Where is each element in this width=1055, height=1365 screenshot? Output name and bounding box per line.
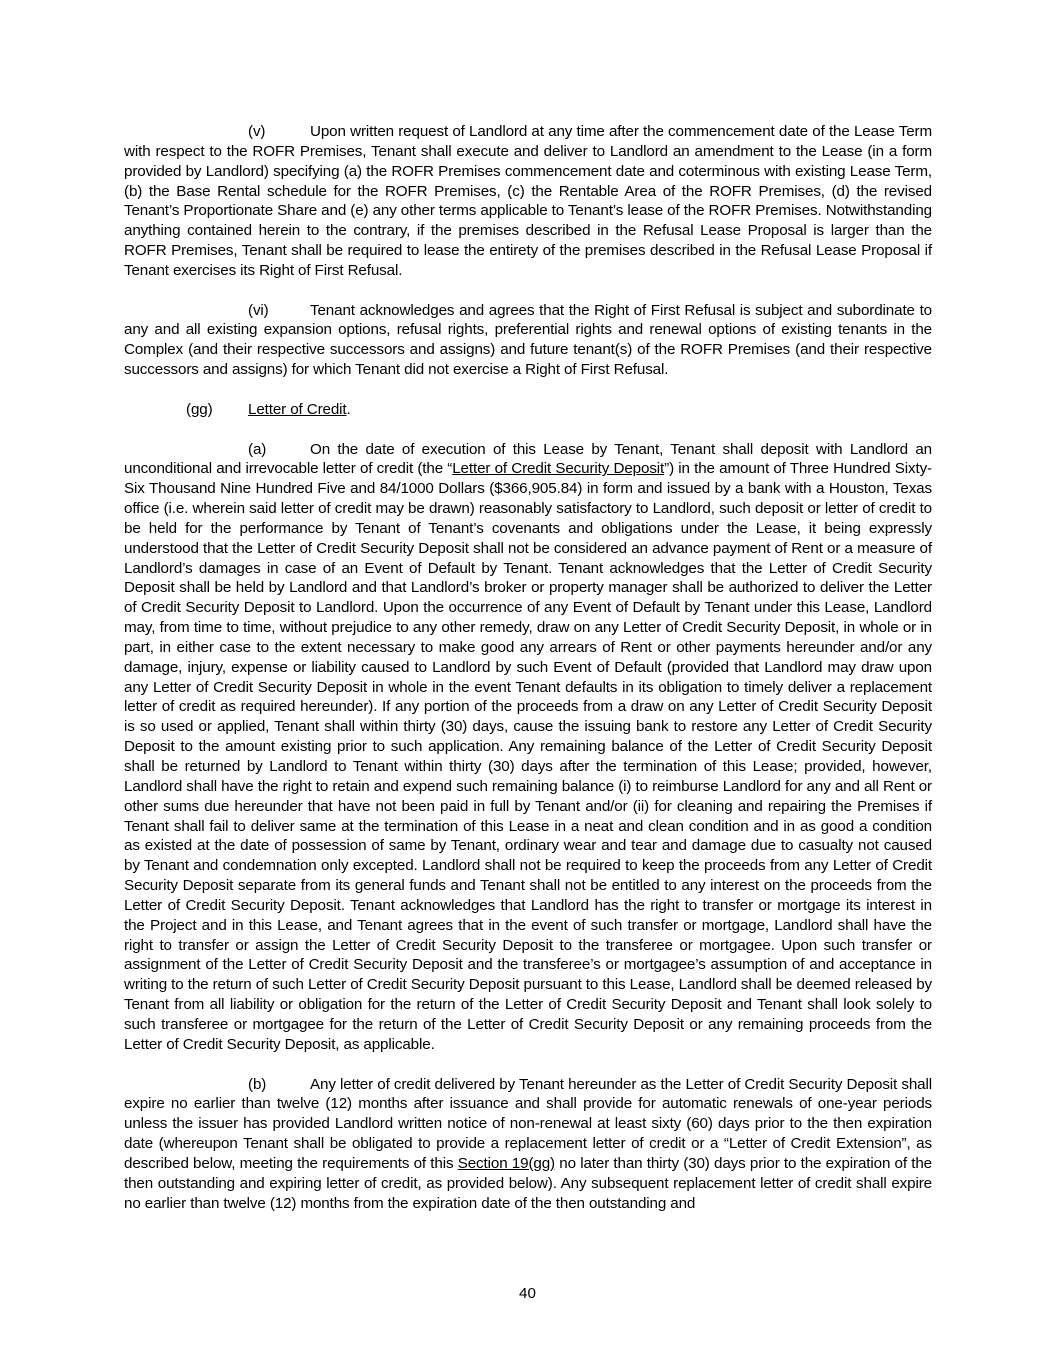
paragraph-text: Any letter of credit delivered by Tenant hereunder as the Letter of Credit Security Deposit shall expire no earlier than twelve (12) months after issuance and shall provide for automatic renewals of one-year periods unless the issuer has provided Landlord written notice of non-renewal at least sixty (60) days prior to the then expiration date (whereupon Tenant shall be obligated to provide a replacement letter of credit or a “Letter of Credit Extension”, as described below, meeting the requirements of this xyxy=(124,1075,932,1172)
paragraph-label: (b) xyxy=(248,1075,267,1093)
section-title-period: . xyxy=(346,400,351,418)
document-page xyxy=(124,122,932,1233)
section-title: Letter of Credit xyxy=(248,400,347,418)
paragraph-vi xyxy=(124,301,932,380)
paragraph-a xyxy=(124,440,932,1055)
paragraph-label: (a) xyxy=(248,440,267,458)
paragraph-label: (v) xyxy=(248,123,266,140)
paragraph-text-continued: no later than thirty (30) days prior to the expiration of the then outstanding and expiring letter of credit, as provided below). Any subsequent replacement letter of credit shall expire no earlier than twelve (12) months from the expiration date of the then outstanding and xyxy=(124,1154,933,1212)
section-reference: Section 19(gg) xyxy=(457,1154,555,1172)
paragraph-text-continued: ”) in the amount of Three Hundred Sixty-Six Thousand Nine Hundred Five and 84/1000 Dollars ($366,905.84) in form and issued by a bank with a Houston, Texas office (i.e. wherein said letter of credit may be drawn) reasonably satisfactory to Landlord, such deposit or letter of credit to be held for the performance by Tenant of Tenant’s covenants and obligations under the Lease, it being expressly understood that the Letter of Credit Security Deposit shall not be considered an advance payment of Rent or a measure of Landlord’s damages in case of an Event of Default by Tenant. Tenant acknowledges that the Letter of Credit Security Deposit shall be held by Landlord and that Landlord’s broker or property manager shall be authorized to deliver the Letter of Credit Security Deposit to Landlord. Upon the occurrence of any Event of Default by Tenant under this Lease, Landlord may, from time to time, without prejudice to any other remedy, draw on any Letter of Credit Security Deposit, in whole or in part, in either case to the extent necessary to make good any arrears of Rent or other payments hereunder and/or any damage, injury, expense or liability caused to Landlord by such Event of Default (provided that Landlord may draw upon any Letter of Credit Security Deposit in whole in the event Tenant defaults in its obligation to timely deliver a replacement letter of credit as required hereunder). If any portion of the proceeds from a draw on any Letter of Credit Security Deposit is so used or applied, Tenant shall within thirty (30) days, cause the issuing bank to restore any Letter of Credit Security Deposit to the amount existing prior to such application. Any remaining balance of the Letter of Credit Security Deposit shall be returned by Landlord to Tenant within thirty (30) days after the termination of this Lease; provided, however, Landlord shall have the right to retain and expend such remaining balance (i) to reimburse Landlord for any and all Rent or other sums due hereunder that have not been paid in full by Tenant and/or (ii) for cleaning and repairing the Premises if Tenant shall fail to deliver same at the termination of this Lease in a neat and clean condition and in as good a condition as existed at the date of possession of same by Tenant, ordinary wear and tear and damage due to casualty not caused by Tenant and condemnation only excepted. Landlord shall not be required to keep the proceeds from any Letter of Credit Security Deposit separate from its general funds and Tenant shall not be entitled to any interest on the proceeds from the Letter of Credit Security Deposit. Tenant acknowledges that Landlord has the right to transfer or mortgage its interest in the Project and in this Lease, and Tenant agrees that in the event of such transfer or mortgage, Landlord shall have the right to transfer or assign the Letter of Credit Security Deposit to the transferee or mortgagee. Upon such transfer or assignment of the Letter of Credit Security Deposit and the transferee’s or mortgagee’s assumption of and acceptance in writing to the return of such Letter of Credit Security Deposit pursuant to this Lease, Landlord shall be deemed released by Tenant from all liability or obligation for the return of the Letter of Credit Security Deposit and Tenant shall look solely to such transferee or mortgagee for the return of the Letter of Credit Security Deposit or any remaining proceeds from the Letter of Credit Security Deposit, as applicable. xyxy=(124,460,932,1053)
paragraph-text: Upon written request of Landlord at any time after the commencement date of the Lease Term with respect to the ROFR Premises, Tenant shall execute and deliver to Landlord an amendment to the Lease (in a form provided by Landlord) specifying (a) the ROFR Premises commencement date and coterminous with existing Lease Term, (b) the Base Rental schedule for the ROFR Premises, (c) the Rentable Area of the ROFR Premises, (d) the revised Tenant’s Proportionate Share and (e) any other terms applicable to Tenant’s lease of the ROFR Premises. Notwithstanding anything contained herein to the contrary, if the premises described in the Refusal Lease Proposal is larger than the ROFR Premises, Tenant shall be required to lease the entirety of the premises described in the Refusal Lease Proposal if Tenant exercises its Right of First Refusal. xyxy=(124,123,932,279)
paragraph-v xyxy=(124,122,932,281)
section-label: (gg) xyxy=(186,400,213,418)
page-number: 40 xyxy=(519,1285,536,1302)
paragraph-b xyxy=(124,1075,932,1214)
paragraph-text: Tenant acknowledges and agrees that the Right of First Refusal is subject and subordinate to any and all existing expansion options, refusal rights, preferential rights and renewal options of existing tenants in the Complex (and their respective successors and assigns) and future tenant(s) of the ROFR Premises (and their respective successors and assigns) for which Tenant did not exercise a Right of First Refusal. xyxy=(124,301,932,379)
defined-term: Letter of Credit Security Deposit xyxy=(452,460,665,478)
section-heading-gg xyxy=(186,400,932,420)
paragraph-label: (vi) xyxy=(248,301,269,319)
paragraph-text: On the date of execution of this Lease by Tenant, Tenant shall deposit with Landlord an unconditional and irrevocable letter of credit (the “ xyxy=(124,440,932,478)
